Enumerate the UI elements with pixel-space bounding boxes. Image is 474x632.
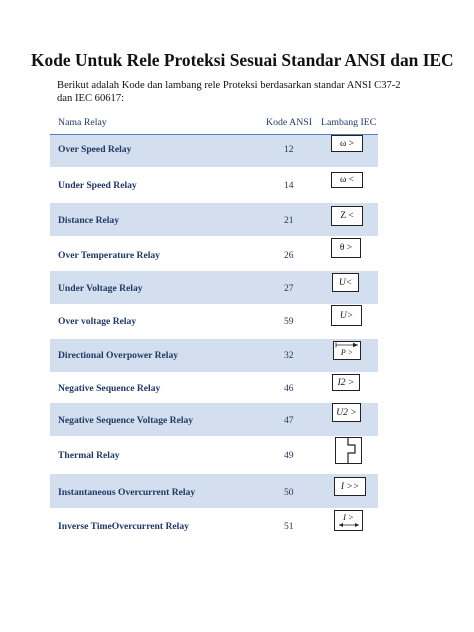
thermal-element-icon — [336, 438, 361, 463]
ansi-code: 21 — [284, 215, 294, 226]
relay-name: Over voltage Relay — [58, 316, 137, 327]
time-delay-arrow-icon — [337, 522, 361, 528]
symbol-text: I >> — [340, 481, 360, 492]
ansi-code: 59 — [284, 316, 294, 327]
relay-name: Under Voltage Relay — [58, 283, 143, 294]
ansi-code: 12 — [284, 144, 294, 155]
table-row — [50, 305, 378, 338]
table-row — [50, 271, 378, 304]
underspeed-symbol-icon — [331, 172, 363, 188]
table-row — [50, 437, 378, 473]
ansi-code: 26 — [284, 250, 294, 261]
directional-power-symbol-icon — [333, 341, 361, 360]
header-symbol: Lambang IEC — [321, 117, 377, 128]
instantaneous-overcurrent-symbol-icon — [334, 477, 366, 496]
relay-name: Distance Relay — [58, 215, 120, 226]
table-row — [50, 373, 378, 402]
symbol-text: ω < — [340, 175, 354, 185]
symbol-text: U> — [339, 310, 354, 321]
undervoltage-symbol-icon — [332, 273, 359, 292]
relay-name: Negative Sequence Relay — [58, 383, 161, 394]
symbol-text: U2 > — [336, 407, 357, 418]
ansi-code: 50 — [284, 487, 294, 498]
table-row — [50, 339, 378, 372]
negative-sequence-symbol-icon — [332, 374, 360, 391]
table-row — [50, 403, 378, 436]
header-name: Nama Relay — [58, 117, 107, 128]
distance-symbol-icon — [331, 206, 363, 226]
ansi-code: 47 — [284, 415, 294, 426]
table-header — [50, 114, 378, 135]
intro-paragraph: Berikut adalah Kode dan lambang rele Proteksi berdasarkan standar ANSI C37-2 dan IEC 60617: — [57, 80, 401, 104]
symbol-text: ω > — [340, 138, 354, 149]
symbol-text: I2 > — [337, 377, 355, 388]
symbol-text: U< — [338, 277, 353, 288]
negative-sequence-voltage-symbol-icon — [332, 403, 361, 422]
table-row — [50, 237, 378, 270]
thermal-symbol-icon — [335, 437, 362, 464]
page-title: Kode Untuk Rele Proteksi Sesuai Standar ANSI dan IEC — [31, 50, 454, 70]
table-row — [50, 474, 378, 508]
relay-name: Under Speed Relay — [58, 180, 137, 191]
ansi-code: 32 — [284, 350, 294, 361]
ansi-code: 46 — [284, 383, 294, 394]
inverse-time-overcurrent-symbol-icon — [334, 510, 363, 531]
header-code: Kode ANSI — [266, 117, 312, 128]
symbol-text: I > — [343, 512, 354, 522]
table-row — [50, 203, 378, 236]
relay-name: Instantaneous Overcurrent Relay — [58, 487, 196, 498]
table-row — [50, 509, 378, 545]
ansi-code: 51 — [284, 521, 294, 532]
ansi-code: 49 — [284, 450, 294, 461]
relay-name: Inverse TimeOvercurrent Relay — [58, 521, 189, 532]
symbol-text: θ > — [339, 243, 353, 253]
table-row — [50, 168, 378, 202]
symbol-text: P > — [340, 348, 354, 357]
overspeed-symbol-icon — [331, 135, 363, 152]
relay-name: Thermal Relay — [58, 450, 120, 461]
relay-name: Directional Overpower Relay — [58, 350, 179, 361]
ansi-code: 14 — [284, 180, 294, 191]
relay-name: Over Temperature Relay — [58, 250, 160, 261]
overvoltage-symbol-icon — [331, 305, 362, 326]
relay-name: Negative Sequence Voltage Relay — [58, 415, 194, 426]
overtemperature-symbol-icon — [331, 238, 361, 258]
relay-name: Over Speed Relay — [58, 144, 132, 155]
table-row — [50, 135, 378, 167]
ansi-code: 27 — [284, 283, 294, 294]
symbol-text: Z < — [340, 211, 354, 221]
